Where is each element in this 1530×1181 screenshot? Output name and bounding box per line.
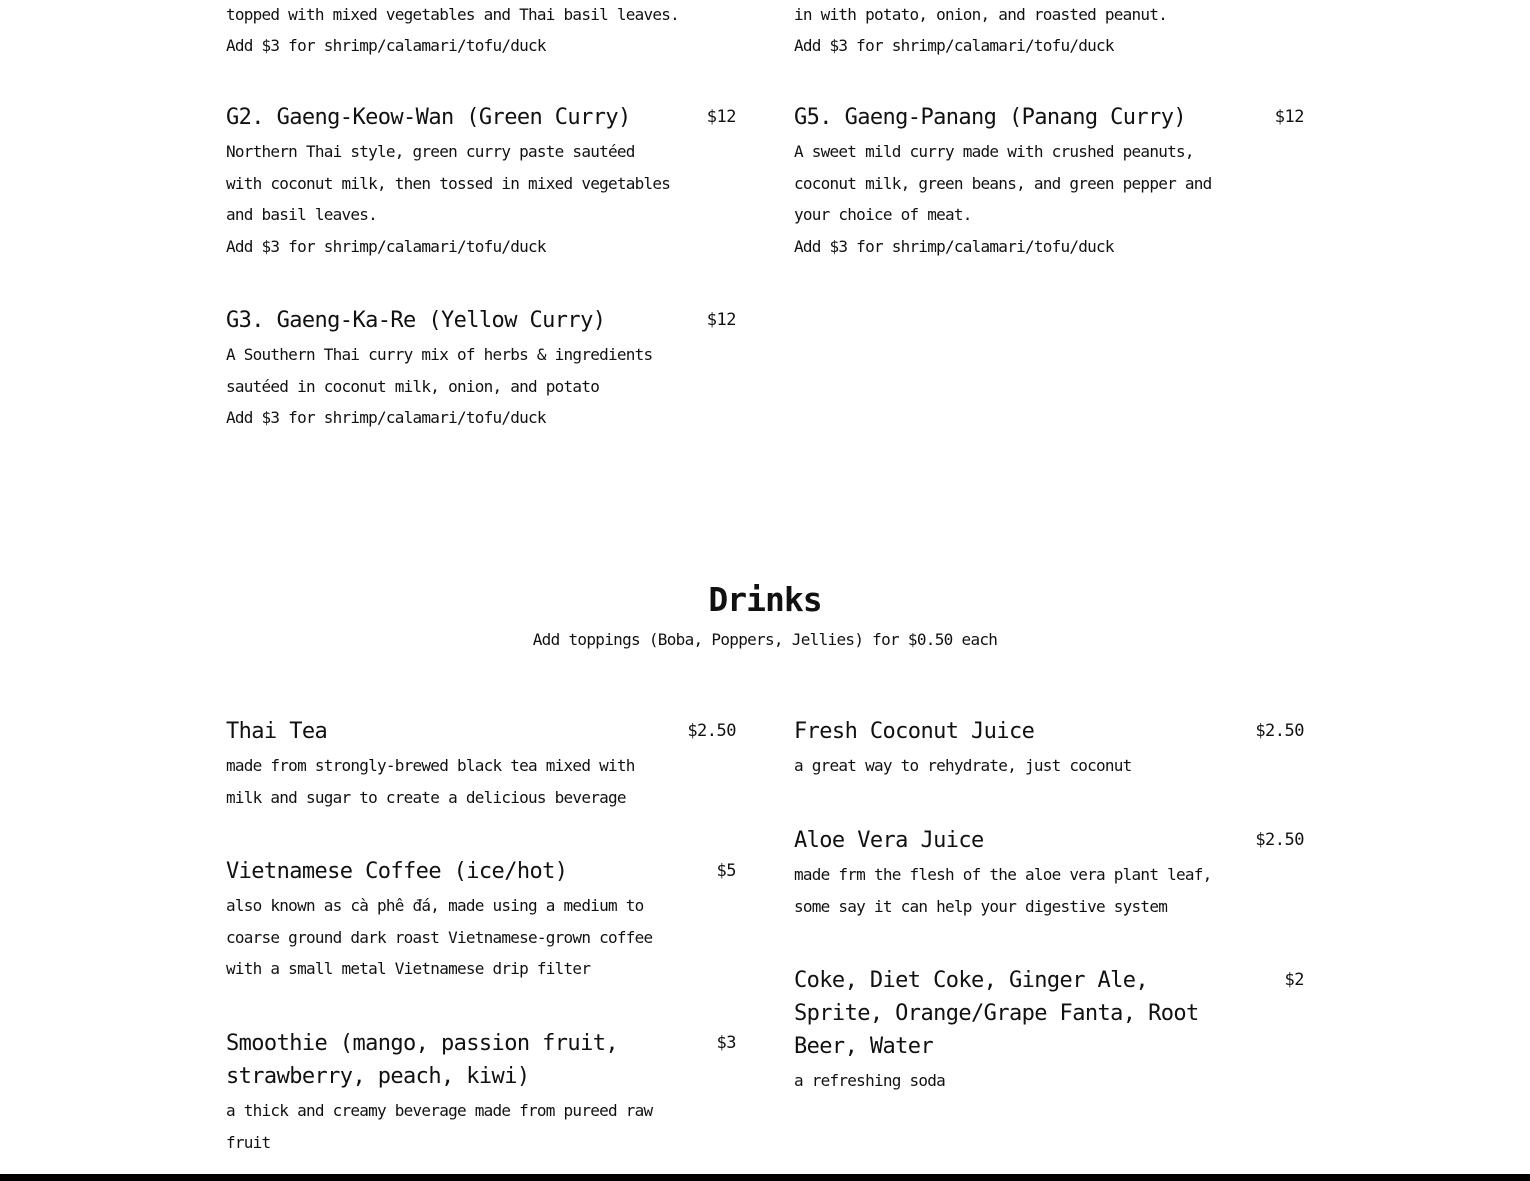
menu-item-name: G2. Gaeng-Keow-Wan (Green Curry) — [226, 105, 631, 130]
menu-item-g1-extra: Add $3 for shrimp/calamari/tofu/duck — [226, 36, 546, 55]
menu-item-header — [794, 715, 1304, 748]
menu-item-price: $12 — [1274, 107, 1304, 127]
menu-item-price: $12 — [706, 310, 736, 330]
menu-item-header — [226, 715, 736, 748]
menu-item-name: Vietnamese Coffee (ice/hot) — [226, 859, 568, 884]
menu-item-price: $5 — [716, 861, 736, 881]
menu-item-name: Fresh Coconut Juice — [794, 719, 1035, 744]
menu-item-description: Northern Thai style, green curry paste sautéed with coconut milk, then tossed in mixed vegetables and basil leaves. — [226, 142, 671, 224]
menu-item-fresh-coconut-juice — [794, 715, 1304, 782]
menu-item-description: made frm the flesh of the aloe vera plant leaf, some say it can help your digestive system — [794, 865, 1212, 916]
menu-item-header — [226, 1027, 736, 1093]
menu-item-description: A Southern Thai curry mix of herbs & ingredients sautéed in coconut milk, onion, and potato — [226, 345, 653, 396]
menu-item-name: G3. Gaeng-Ka-Re (Yellow Curry) — [226, 308, 606, 333]
menu-item-price: $2.50 — [1255, 721, 1304, 741]
menu-item-description: also known as cà phê đá, made using a medium to coarse ground dark roast Vietnamese-grown coffee with a small metal Vietnamese drip filter — [226, 896, 653, 978]
menu-item-price: $2.50 — [1255, 830, 1304, 850]
menu-item-addon-note: Add $3 for shrimp/calamari/tofu/duck — [794, 236, 1114, 256]
menu-item-aloe-vera-juice — [794, 824, 1304, 922]
menu-item-vietnamese-coffee — [226, 855, 736, 985]
menu-item-header — [226, 855, 736, 888]
menu-item-header — [794, 101, 1304, 134]
menu-item-header — [226, 304, 736, 337]
bottom-bar — [0, 1174, 1530, 1181]
menu-item-header — [794, 824, 1304, 857]
menu-item-g4-desc-tail: in with potato, onion, and roasted peanut. — [794, 5, 1168, 24]
menu-item-g1-desc-tail: topped with mixed vegetables and Thai basil leaves. — [226, 5, 680, 24]
menu-item-price: $12 — [706, 107, 736, 127]
menu-item-addon-note: Add $3 for shrimp/calamari/tofu/duck — [226, 236, 546, 256]
menu-item-description: a thick and creamy beverage made from pureed raw fruit — [226, 1101, 653, 1152]
menu-item-g3 — [226, 304, 736, 434]
menu-item-smoothie — [226, 1027, 736, 1158]
menu-item-thai-tea — [226, 715, 736, 813]
menu-item-name: Smoothie (mango, passion fruit, strawberry, peach, kiwi) — [226, 1031, 618, 1089]
menu-item-description: a refreshing soda — [794, 1071, 946, 1090]
menu-item-g4-extra: Add $3 for shrimp/calamari/tofu/duck — [794, 36, 1114, 55]
menu-item-description: A sweet mild curry made with crushed peanuts, coconut milk, green beans, and green pepper and your choice of meat. — [794, 142, 1212, 224]
menu-item-description: made from strongly-brewed black tea mixed with milk and sugar to create a delicious beverage — [226, 756, 635, 807]
menu-item-sodas — [794, 964, 1304, 1097]
menu-item-price: $2.50 — [687, 721, 736, 741]
menu-item-price: $3 — [716, 1033, 736, 1053]
menu-item-name: G5. Gaeng-Panang (Panang Curry) — [794, 105, 1186, 130]
menu-item-g2 — [226, 101, 736, 262]
section-title-drinks: Drinks — [708, 580, 822, 619]
menu-item-name: Coke, Diet Coke, Ginger Ale, Sprite, Orange/Grape Fanta, Root Beer, Water — [794, 968, 1199, 1059]
menu-item-header — [226, 101, 736, 134]
section-subtitle-drinks: Add toppings (Boba, Poppers, Jellies) for $0.50 each — [532, 630, 998, 649]
menu-item-header — [794, 964, 1304, 1063]
menu-item-g5 — [794, 101, 1304, 262]
menu-item-description: a great way to rehydrate, just coconut — [794, 756, 1132, 775]
menu-item-name: Aloe Vera Juice — [794, 828, 984, 853]
menu-item-price: $2 — [1284, 970, 1304, 990]
menu-item-name: Thai Tea — [226, 719, 328, 744]
menu-item-addon-note: Add $3 for shrimp/calamari/tofu/duck — [226, 408, 546, 427]
